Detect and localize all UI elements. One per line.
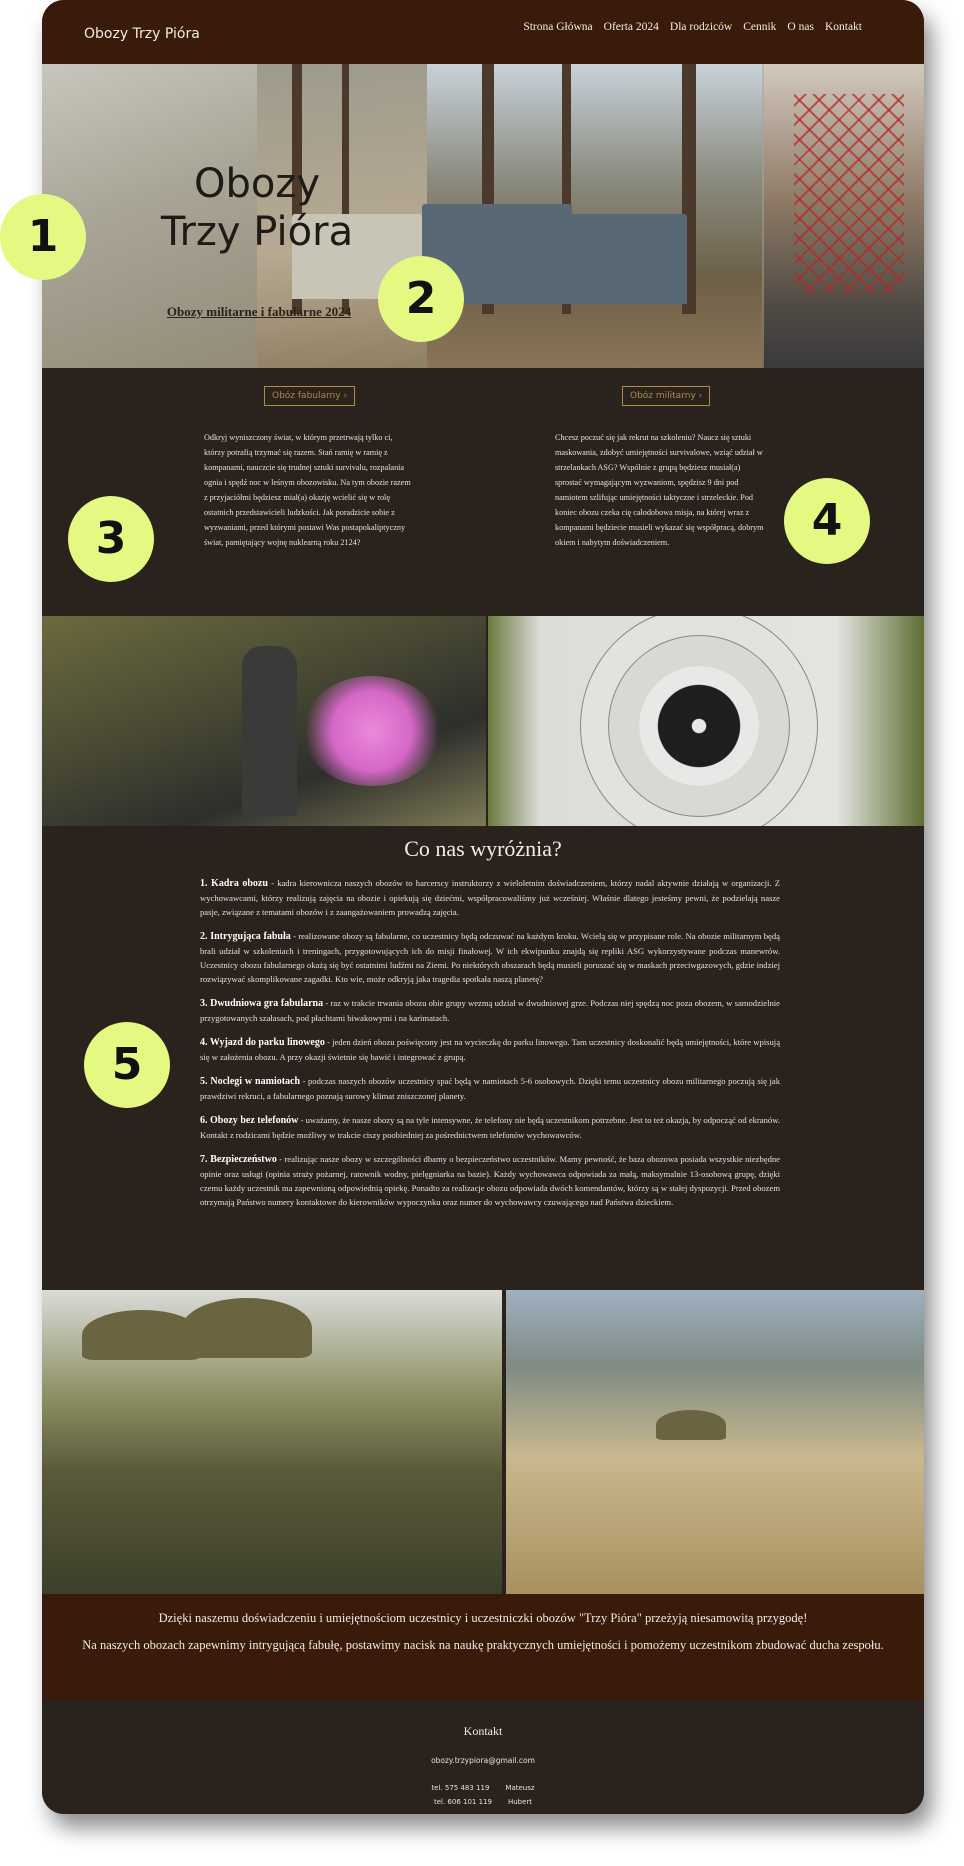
- hero-banner: [42, 64, 924, 368]
- banner-line-1: Dzięki naszemu doświadczeniu i umiejętnościom uczestnicy i uczestniczki obozów "Trzy Pióra" przeżyją niesamowitą przygodę!: [158, 1611, 808, 1625]
- nav-for-parents[interactable]: Dla rodziców: [669, 21, 733, 33]
- feature-title: 4. Wyjazd do parku linowego: [200, 1037, 325, 1048]
- contact-phone-row: [42, 1784, 924, 1792]
- main-nav: [523, 21, 862, 33]
- hero-subtitle: Obozy militarne i fabularne 2024: [166, 304, 352, 319]
- top-navbar: [42, 0, 924, 64]
- shooting-target: [639, 666, 759, 786]
- feature-title: 5. Noclegi w namiotach: [200, 1076, 301, 1087]
- photo-strip-bottom: [42, 1290, 924, 1594]
- photo-gas-mask: [42, 616, 486, 826]
- contact-name: Mateusz: [505, 1784, 535, 1792]
- feature-title: 2. Intrygująca fabuła: [200, 931, 291, 942]
- boonie-hat: [656, 1410, 726, 1440]
- callout-badge-5: 5: [84, 1022, 170, 1108]
- callout-badge-3: 3: [68, 496, 154, 582]
- feature-item: 3. Dwudniowa gra fabularna - raz w trakcie trwania obozu obie grupy wezmą udział w dwudniowej grze. Podczas niej spędzą noc poza obozem, w samodzielnie przygotowanych szałasach, pod płachtami biwakowymi i na karimatach.: [200, 998, 780, 1023]
- photo-two-cadets: [42, 1290, 502, 1594]
- pink-smoke: [302, 676, 442, 786]
- photo-camouflaged-shooter: [506, 1290, 924, 1594]
- site-brand[interactable]: Obozy Trzy Pióra: [84, 26, 200, 42]
- nav-offer-2024[interactable]: Oferta 2024: [603, 21, 659, 33]
- feature-title: 7. Bezpieczeństwo: [200, 1154, 277, 1165]
- features-title: Co nas wyróżnia?: [404, 836, 562, 861]
- photo-strip-top: [42, 616, 924, 826]
- phone-number[interactable]: tel. 606 101 119: [433, 1798, 492, 1806]
- feature-item: 6. Obozy bez telefonów - uważamy, że nasze obozy są na tyle intensywne, że telefony nie będą uczestnikom potrzebne. Jest to też okazja, by odpocząć od ekranów. Kontakt z rodzicami będzie możliwy w trakcie ciszy poobiedniej za pośrednictwem telefonów wychowawców.: [200, 1115, 780, 1140]
- story-camp-button[interactable]: Obóz fabularny ›: [264, 386, 355, 406]
- gas-mask-figure: [242, 646, 297, 816]
- feature-item: 2. Intrygująca fabuła - realizowane obozy są fabularne, co uczestnicy będą odczuwać na każdym kroku. Wcielą się w przypisane role. Na obozie militarnym będą brali udział w szkoleniach i treningach, przygotowujących ich do misji finałowej. W ich ekwipunku znajdą się repliki ASG wykorzystywane podczas manewrów. Uczestnicy obozu fabularnego okażą się być ostatnimi ludźmi na Ziemi. Po niektórych obszarach będą musieli poruszać się w maskach przeciwgazowych, gdzie indziej rozwiązywać skomplikowane zagadki. Kto wie, może odkryją jaka tragedia spotkała naszą planetę?: [200, 931, 780, 984]
- feature-item: 1. Kadra obozu - kadra kierownicza naszych obozów to harcerscy instruktorzy z wieloletnim doświadczeniem, którzy nadal aktywnie działają w organizacji. Z wychowawcami, którzy realizują zajęcia na obozie i opiekują się dziećmi, współpracowaliśmy już wcześniej. Właśnie dlatego jesteśmy pewni, że podzielają nasze pasje, związane z tematami obozów i z zaangażowaniem prowadzą zajęcia.: [200, 878, 781, 917]
- features-list: [200, 876, 780, 1219]
- footer-title: Kontakt: [463, 1724, 503, 1738]
- page-frame: [42, 0, 924, 1814]
- nav-home[interactable]: Strona Główna: [523, 21, 593, 33]
- nav-contact[interactable]: Kontakt: [824, 21, 862, 33]
- feature-title: 1. Kadra obozu: [200, 878, 268, 889]
- summary-banner: [42, 1594, 924, 1700]
- nav-pricing[interactable]: Cennik: [743, 21, 777, 33]
- feature-item: 5. Noclegi w namiotach - podczas naszych obozów uczestnicy spać będą w namiotach 5-6 osobowych. Dzięki temu uczestnicy obozu militarnego poczują się jak prawdziwi rekruci, a fabularnego poznają surowy klimat zniszczonej planety.: [200, 1076, 780, 1101]
- camp-intro-section: [42, 368, 924, 616]
- callout-badge-4: 4: [784, 478, 870, 564]
- story-camp-description: Odkryj wyniszczony świat, w którym przetrwają tylko ci, którzy potrafią trzymać się razem. Stań ramię w ramię z kompanami, nauczcie się trudnej sztuki survivalu, rozpalania ognia i spędź noc w leśnym obozowisku. Na tym obozie razem z przyjaciółmi będziesz miał(a) okazję wcielić się w rolę ostatnich przedstawicieli ludzkości. Jak poradzicie sobie z wyzwaniami, przed którymi postawi Was postapokaliptyczny świat, pamiętający wojnę nuklearną roku 2124?: [204, 433, 411, 547]
- military-camp-button[interactable]: Obóz militarny ›: [622, 386, 710, 406]
- rope-net: [794, 94, 904, 294]
- nav-about[interactable]: O nas: [787, 21, 814, 33]
- feature-item: 7. Bezpieczeństwo - realizując nasze obozy w szczególności dbamy o bezpieczeństwo uczestników. Mamy pewność, że baza obozowa posiada wszystkie niezbędne opinie oraz usługi (opinia straży pożarnej, ratownik wodny, pielęgniarka na bazie). Każdy wychowawca odpowiada za małą, maksymalnie 13-osobową grupę, dzięki czemu każdy uczestnik ma zapewnioną odpowiednią opiekę. Ponadto za realizacje obozu odpowiada dwóch komendantów, którzy są w stałej dyspozycji. Przed obozem otrzymają Państwo numery kontaktowe do kierowników wypoczynku oraz numer do wychowawcy czuwającego nad Państwa dzieckiem.: [200, 1154, 780, 1207]
- tent: [547, 214, 687, 304]
- contact-name: Hubert: [507, 1798, 533, 1806]
- callout-badge-1: 1: [0, 194, 86, 280]
- military-camp-description: Chcesz poczuć się jak rekrut na szkoleniu? Naucz się sztuki maskowania, zdobyć umiejętności survivalowe, wziąć udział w strzelankach ASG? Wspólnie z grupą będziesz musiał(a) sprostać wymagającym wyzwaniom, spędzisz 9 dni pod namiotem szlifując umiejętności taktyczne i strzeleckie. Pod koniec obozu czeka cię całodobowa misja, na której wraz z kompanami będziecie musieli wykazać się współpracą, dobrym okiem i nabytym doświadczeniem.: [555, 433, 764, 547]
- hero-title: Obozy Trzy Pióra: [160, 161, 354, 255]
- footer-contact: [42, 1700, 924, 1814]
- feature-title: 3. Dwudniowa gra fabularna: [200, 998, 324, 1009]
- boonie-hat: [182, 1298, 312, 1358]
- phone-number[interactable]: tel. 575 483 119: [431, 1784, 490, 1792]
- callout-badge-2: 2: [378, 256, 464, 342]
- contact-phone-row: [42, 1798, 924, 1806]
- banner-line-2: Na naszych obozach zapewnimy intrygującą fabułę, postawimy nacisk na naukę praktycznych umiejętności i pomożemy uczestnikom zbudować ducha zespołu.: [82, 1638, 884, 1652]
- feature-item: 4. Wyjazd do parku linowego - jeden dzień obozu poświęcony jest na wycieczkę do parku linowego. Tam uczestnicy doskonalić będą umiejętności, które wpisują się w założenia obozu. A przy okazji świetnie się bawić i integrować z grupą.: [200, 1037, 781, 1062]
- feature-title: 6. Obozy bez telefonów: [200, 1115, 299, 1126]
- contact-email-link[interactable]: obozy.trzypiora@gmail.com: [431, 1756, 535, 1765]
